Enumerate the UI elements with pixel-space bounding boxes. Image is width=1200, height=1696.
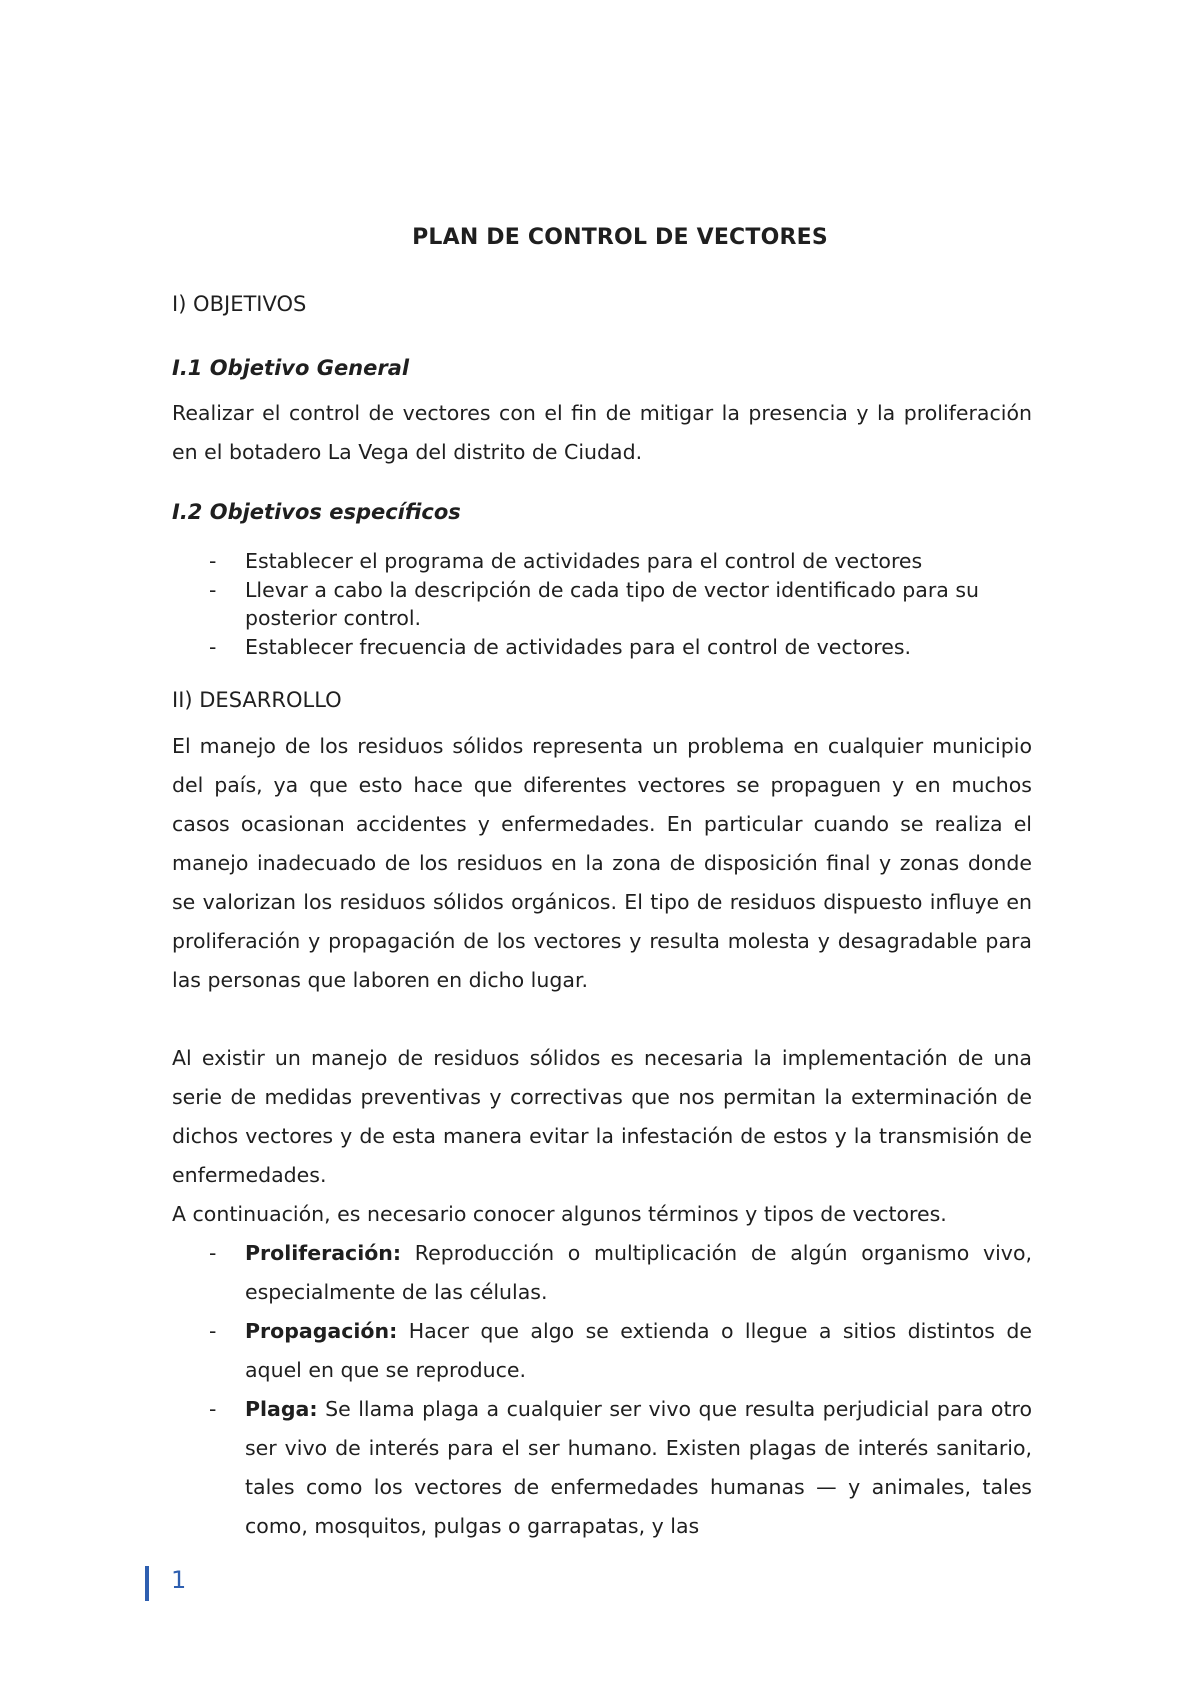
terms-list xyxy=(172,1234,1032,1546)
list-dash: - xyxy=(209,1319,217,1343)
term-definition: Reproducción o multiplicación de algún organismo vivo, especialmente de las células. xyxy=(245,1241,1032,1304)
list-item-text: Llevar a cabo la descripción de cada tipo de vector identificado para su posterior control. xyxy=(245,577,980,630)
section-heading-desarrollo: II) DESARROLLO xyxy=(172,688,342,712)
objetivo-general-text: Realizar el control de vectores con el fin de mitigar la presencia y la proliferación en el botadero La Vega del distrito de Ciudad. xyxy=(172,401,1032,464)
term-definition: Hacer que algo se extienda o llegue a sitios distintos de aquel en que se reproduce. xyxy=(245,1319,1032,1382)
term-definition: Se llama plaga a cualquier ser vivo que resulta perjudicial para otro ser vivo de interés para el ser humano. Existen plagas de interés sanitario, tales como los vectores de enfermedades humanas — y animales, tales como, mosquitos, pulgas o garrapatas, y las xyxy=(245,1397,1032,1538)
desarrollo-paragraph-2: Al existir un manejo de residuos sólidos es necesaria la implementación de una serie de medidas preventivas y correctivas que nos permitan la exterminación de dichos vectores y de esta manera evitar la infestación de estos y la transmisión de enfermedades. xyxy=(172,1046,1032,1187)
page-number: 1 xyxy=(171,1566,187,1594)
desarrollo-paragraph-1: El manejo de los residuos sólidos representa un problema en cualquier municipio del país, ya que esto hace que diferentes vectores se propaguen y en muchos casos ocasionan accidentes y enfermedades. En particular cuando se realiza el manejo inadecuado de los residuos en la zona de disposición final y zonas donde se valorizan los residuos sólidos orgánicos. El tipo de residuos dispuesto influye en proliferación y propagación de los vectores y resulta molesta y desagradable para las personas que laboren en dicho lugar. xyxy=(172,734,1032,992)
term-label: Plaga: xyxy=(245,1397,318,1421)
list-item-text: Establecer frecuencia de actividades para el control de vectores. xyxy=(245,634,912,659)
list-item xyxy=(172,576,1032,633)
subheading-objetivo-general: I.1 Objetivo General xyxy=(172,356,410,380)
list-dash: - xyxy=(209,577,217,602)
list-item-text: Establecer el programa de actividades para el control de vectores xyxy=(245,549,923,573)
list-dash: - xyxy=(209,1241,217,1265)
list-dash: - xyxy=(209,634,217,659)
list-item xyxy=(172,1234,1032,1312)
list-item xyxy=(172,1312,1032,1390)
term-label: Proliferación: xyxy=(245,1241,402,1265)
list-item xyxy=(172,547,1032,576)
term-label: Propagación: xyxy=(245,1319,398,1343)
specific-objectives-list xyxy=(172,547,1032,661)
list-item xyxy=(172,1390,1032,1546)
section-heading-objetivos: I) OBJETIVOS xyxy=(172,292,307,316)
document-title: PLAN DE CONTROL DE VECTORES xyxy=(412,225,828,250)
list-dash: - xyxy=(209,1397,217,1421)
list-dash: - xyxy=(209,549,217,573)
subheading-objetivos-especificos: I.2 Objetivos específicos xyxy=(172,500,461,524)
page-number-bar xyxy=(145,1566,149,1601)
desarrollo-paragraph-3: A continuación, es necesario conocer algunos términos y tipos de vectores. xyxy=(172,1202,947,1226)
list-item xyxy=(172,633,1032,662)
